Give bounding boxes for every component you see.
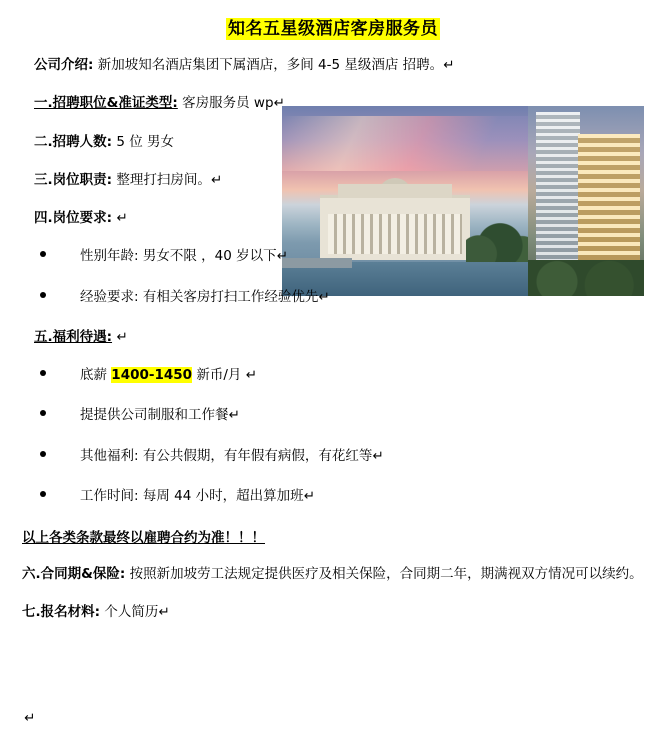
benefit-working-hours: 工作时间: 每周 44 小时，超出算加班↵ [80,487,315,504]
headcount-label: 二.招聘人数: [34,133,113,150]
company-intro-label: 公司介绍: [34,57,94,73]
headcount-text: 5 位 男女 [116,133,174,150]
benefits-label-tail: ↵ [116,328,128,345]
duties-row [22,170,644,190]
benefits-label: 五.福利待遇: [34,328,113,345]
duties-label: 三.岗位职责: [34,171,113,188]
page-title-text: 知名五星级酒店客房服务员 [228,19,438,39]
list-item [22,365,644,385]
page-title [22,14,644,39]
position-text: 客房服务员 wp↵ [182,95,285,112]
bullet-icon [40,370,46,376]
list-item [22,287,644,307]
application-materials-row [22,602,644,622]
benefit-salary [40,365,257,385]
bullet-icon [40,292,46,298]
requirement-age: 性别年龄: 男女不限 ，40 岁以下↵ [80,248,288,265]
benefit-salary-prefix: 底薪 [80,367,112,383]
bullet-icon [40,451,46,457]
position-row [22,93,644,113]
application-materials-text: 个人简历↵ [104,604,170,621]
bullet-icon [40,491,46,497]
benefit-salary-amount: 1400-1450 [111,367,193,383]
paragraph-mark: ↵ [24,710,36,726]
application-materials-label: 七.报名材料: [22,604,101,621]
document-page [0,14,666,736]
company-intro-row [22,55,644,75]
requirements-text: ↵ [116,210,128,226]
requirements-row [22,208,644,228]
list-item [22,446,644,466]
benefit-other: 其他福利: 有公共假期，有年假有病假，有花红等↵ [80,447,384,464]
list-item [22,246,644,266]
requirement-experience: 经验要求: 有相关客房打扫工作经验优先↵ [80,288,330,305]
contract-insurance-text: 按照新加坡劳工法规定提供医疗及相关保险，合同期二年，期满视双方情况可以续约。 [129,566,643,582]
headcount-row [22,132,644,152]
benefit-uniform-meals: 提提供公司制服和工作餐↵ [80,407,240,424]
position-label: 一.招聘职位&准证类型: [34,95,178,112]
contract-disclaimer: 以上各类条款最终以雇聘合约为准！！！ [22,530,265,546]
list-item [22,405,644,425]
contract-insurance-row [22,564,644,584]
list-item [22,486,644,506]
requirements-label: 四.岗位要求: [34,210,113,226]
company-intro-text: 新加坡知名酒店集团下属酒店，多间 4-5 星级酒店 招聘。↵ [97,57,455,73]
benefits-row [22,327,644,347]
contract-insurance-label: 六.合同期&保险: [22,566,126,582]
benefit-salary-suffix: 新币/月 ↵ [192,367,257,383]
duties-text: 整理打扫房间。↵ [116,171,223,188]
